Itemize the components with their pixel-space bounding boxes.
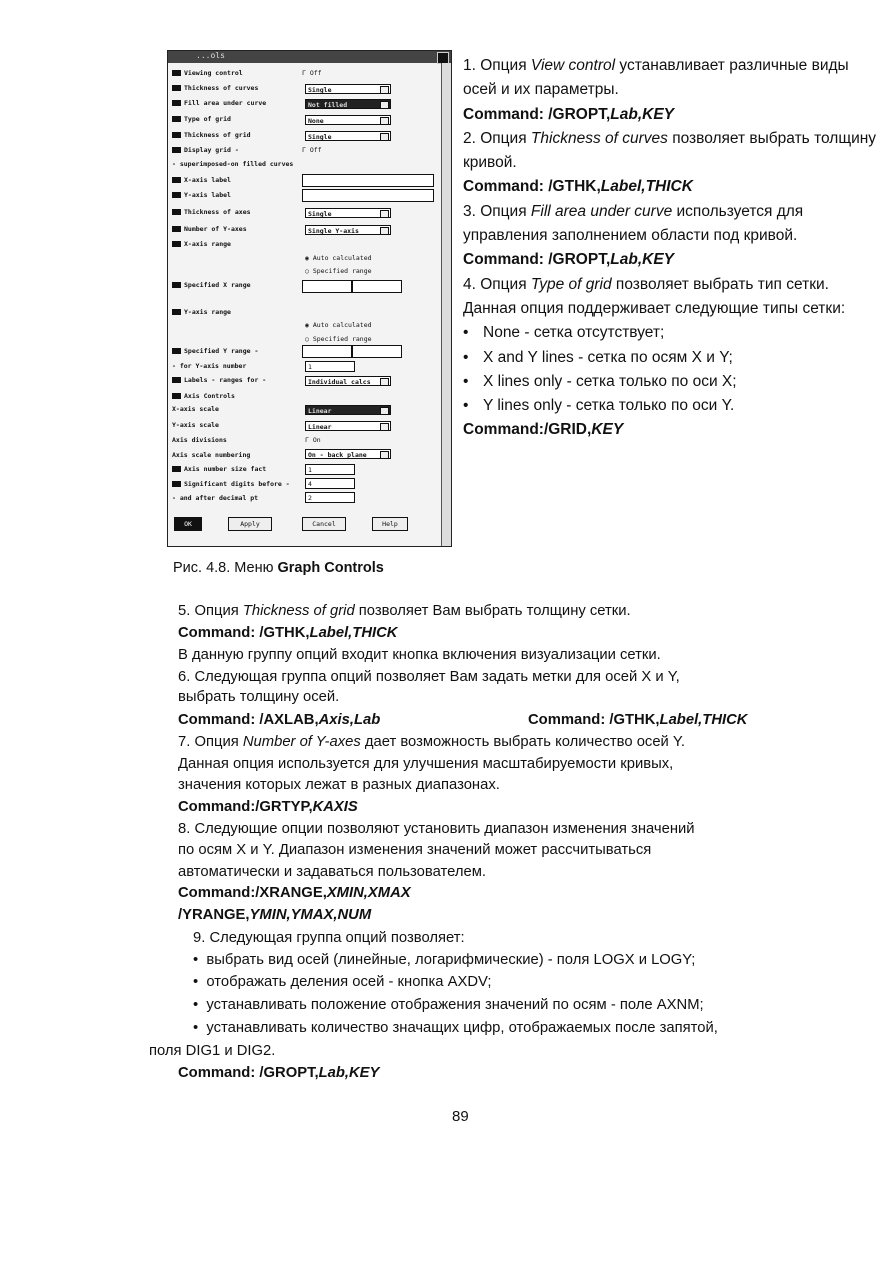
right-column-paragraphs: [463, 54, 883, 321]
label-axis-numbering: Axis scale numbering: [172, 451, 251, 459]
list-item: • X and Y lines - сетка по осям X и Y;: [463, 346, 883, 370]
display-grid-checkbox[interactable]: Γ Off: [302, 146, 322, 154]
label-digits-before: Significant digits before -: [172, 480, 290, 488]
digits-before-input[interactable]: 4: [305, 478, 355, 489]
label-axis-controls: Axis Controls: [172, 392, 235, 400]
y-auto-calculated-radio[interactable]: ◉ Auto calculated: [305, 321, 372, 329]
graph-controls-dialog: [167, 50, 452, 547]
label-y-axis-range: Y-axis range: [172, 308, 231, 316]
y-axis-label-input[interactable]: [302, 189, 434, 202]
axis-divisions-checkbox[interactable]: Γ On: [305, 436, 321, 444]
command-line: Command: /GTHK,Label,THICK: [463, 178, 693, 196]
body-line: значения которых лежат в разных диапазонах.: [178, 777, 500, 793]
digits-after-input[interactable]: 2: [305, 492, 355, 503]
label-superimposed: - superimposed-on filled curves: [172, 160, 294, 168]
body-line: выбрать толщину осей.: [178, 689, 340, 705]
label-fill-area: Fill area under curve: [172, 99, 266, 107]
ok-button[interactable]: OK: [174, 517, 202, 531]
labels-ranges-select[interactable]: Individual calcs: [305, 376, 391, 386]
body-line: 9. Следующая группа опций позволяет:: [193, 930, 465, 946]
label-labels-ranges: Labels - ranges for -: [172, 376, 266, 384]
cancel-button[interactable]: Cancel: [302, 517, 346, 531]
command-line: Command: /GTHK,Label,THICK: [178, 625, 398, 641]
paragraph: 1. Опция View control устанавливает различные виды осей и их параметры.: [463, 57, 849, 99]
fill-area-select[interactable]: Not filled: [305, 99, 391, 109]
label-x-axis-label: X-axis label: [172, 176, 231, 184]
x-auto-calculated-radio[interactable]: ◉ Auto calculated: [305, 254, 372, 262]
body-line: 6. Следующая группа опций позволяет Вам задать метки для осей X и Y,: [178, 669, 680, 685]
x-axis-label-input[interactable]: [302, 174, 434, 187]
command-line: Command:/GRTYP,KAXIS: [178, 799, 358, 815]
label-axis-number-size: Axis number size fact: [172, 465, 266, 473]
label-x-axis-scale: X-axis scale: [172, 405, 219, 413]
view-control-checkbox[interactable]: Γ Off: [302, 69, 322, 77]
list-item: • X lines only - сетка только по оси X;: [463, 370, 883, 394]
x-range-max-input[interactable]: [352, 280, 402, 293]
figure-caption: Рис. 4.8. Меню Graph Controls: [173, 560, 384, 576]
label-for-y-axis-number: - for Y-axis number: [172, 362, 247, 370]
size-factor-input[interactable]: 1: [305, 464, 355, 475]
label-display-grid: Display grid -: [172, 146, 239, 154]
command-line: Command:/XRANGE,XMIN,XMAX: [178, 885, 411, 901]
x-specified-range-radio[interactable]: ○ Specified range: [305, 267, 372, 275]
y-range-max-input[interactable]: [352, 345, 402, 358]
command-line: Command: /GROPT,Lab,KEY: [178, 1065, 380, 1081]
body-line: 7. Опция Number of Y-axes дает возможность выбрать количество осей Y.: [178, 734, 686, 750]
label-digits-after: - and after decimal pt: [172, 494, 259, 502]
label-x-axis-range: X-axis range: [172, 240, 231, 248]
label-y-axis-label: Y-axis label: [172, 191, 231, 199]
body-line: 8. Следующие опции позволяют установить диапазон изменения значений: [178, 821, 695, 837]
body-line: Данная опция используется для улучшения масштабируемости кривых,: [178, 756, 674, 772]
body-line: В данную группу опций входит кнопка включения визуализации сетки.: [178, 647, 661, 663]
list-item: • выбрать вид осей (линейные, логарифмические) - поля LOGX и LOGY;: [193, 952, 696, 968]
grid-types-list: [463, 321, 883, 418]
command-line: Command: /GTHK,Label,THICK: [528, 712, 748, 728]
y-scale-select[interactable]: Linear: [305, 421, 391, 431]
type-grid-select[interactable]: None: [305, 115, 391, 125]
dialog-titlebar: [168, 51, 451, 63]
command-line: Command: /GROPT,Lab,KEY: [463, 251, 674, 269]
body-line: 5. Опция Thickness of grid позволяет Вам выбрать толщину сетки.: [178, 603, 631, 619]
y-range-min-input[interactable]: [302, 345, 352, 358]
body-line: поля DIG1 и DIG2.: [149, 1043, 276, 1059]
right-column: [463, 54, 883, 443]
list-item: • устанавливать количество значащих цифр, отображаемых после запятой,: [193, 1020, 718, 1036]
label-y-axis-scale: Y-axis scale: [172, 421, 219, 429]
y-specified-range-radio[interactable]: ○ Specified range: [305, 335, 372, 343]
thickness-grid-select[interactable]: Single: [305, 131, 391, 141]
label-viewing-control: Viewing control: [172, 69, 243, 77]
axis-numbering-select[interactable]: On - back plane: [305, 449, 391, 459]
paragraph: 2. Опция Thickness of curves позволяет выбрать толщину кривой.: [463, 129, 877, 172]
list-item: • Y lines only - сетка только по оси Y.: [463, 394, 883, 418]
label-number-yaxes: Number of Y-axes: [172, 225, 247, 233]
list-item: • устанавливать положение отображения значений по осям - поле AXNM;: [193, 997, 704, 1013]
x-range-min-input[interactable]: [302, 280, 352, 293]
command-line: /YRANGE,YMIN,YMAX,NUM: [178, 907, 372, 923]
number-yaxes-select[interactable]: Single Y-axis: [305, 225, 391, 235]
label-specified-y-range: Specified Y range -: [172, 347, 258, 355]
paragraph: 3. Опция Fill area under curve используется для управления заполнением области под кривой.: [463, 202, 804, 245]
label-axis-divisions: Axis divisions: [172, 436, 227, 444]
page-number: 89: [452, 1108, 469, 1125]
list-item: • отображать деления осей - кнопка AXDV;: [193, 974, 492, 990]
body-line: автоматически и задаваться пользователем.: [178, 864, 486, 880]
dialog-scrollbar[interactable]: [441, 63, 451, 546]
apply-button[interactable]: Apply: [228, 517, 272, 531]
thickness-curves-select[interactable]: Single: [305, 84, 391, 94]
command-line: Command: /AXLAB,Axis,Lab: [178, 712, 381, 728]
label-specified-x-range: Specified X range: [172, 281, 251, 289]
label-type-grid: Type of grid: [172, 115, 231, 123]
thickness-axes-select[interactable]: Single: [305, 208, 391, 218]
label-thickness-grid: Thickness of grid: [172, 131, 251, 139]
label-thickness-axes: Thickness of axes: [172, 208, 251, 216]
help-button[interactable]: Help: [372, 517, 408, 531]
command-line: Command: /GROPT,Lab,KEY: [463, 105, 674, 123]
y-axis-number-input[interactable]: 1: [305, 361, 355, 372]
body-line: по осям X и Y. Диапазон изменения значений может рассчитываться: [178, 842, 652, 858]
list-item: • None - сетка отсутствует;: [463, 321, 883, 345]
dialog-title: ...ols: [196, 51, 225, 60]
label-thickness-curves: Thickness of curves: [172, 84, 258, 92]
paragraph: 4. Опция Type of grid позволяет выбрать тип сетки. Данная опция поддерживает следующие типы сетки:: [463, 275, 846, 317]
x-scale-select[interactable]: Linear: [305, 405, 391, 415]
grid-command: Command:/GRID,KEY: [463, 421, 624, 439]
